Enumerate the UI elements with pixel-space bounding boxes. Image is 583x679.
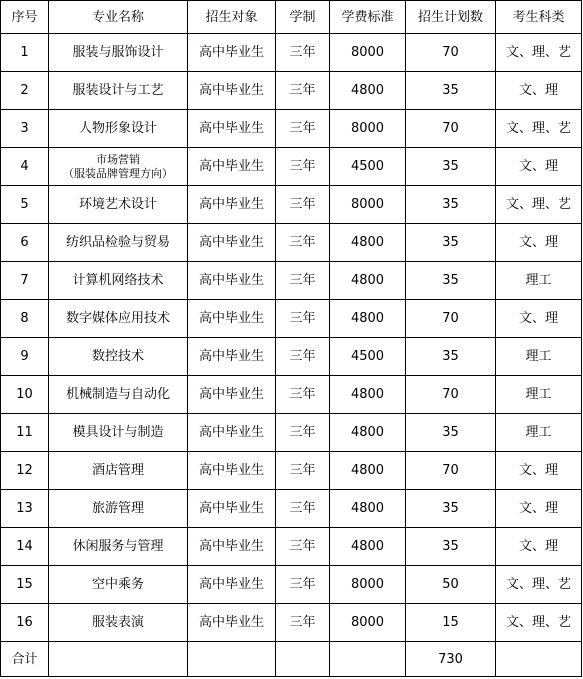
cell-subject: 理工 (496, 414, 582, 452)
cell-major: 旅游管理 (49, 490, 188, 528)
cell-major: 人物形象设计 (49, 110, 188, 148)
cell-subject: 文、理 (496, 224, 582, 262)
major-direction-line: （服装品牌管理方向） (63, 166, 173, 180)
cell-target: 高中毕业生 (188, 148, 276, 186)
cell-target: 高中毕业生 (188, 110, 276, 148)
cell-major: 服装与服饰设计 (49, 34, 188, 72)
cell-target: 高中毕业生 (188, 528, 276, 566)
table-row (1, 300, 582, 338)
cell-target: 高中毕业生 (188, 34, 276, 72)
table-row (1, 452, 582, 490)
cell-no: 7 (1, 262, 49, 300)
cell-no: 16 (1, 604, 49, 642)
cell-plan: 70 (406, 452, 496, 490)
cell-target: 高中毕业生 (188, 186, 276, 224)
cell-no: 12 (1, 452, 49, 490)
cell-target: 高中毕业生 (188, 566, 276, 604)
cell-years: 三年 (276, 72, 330, 110)
cell-target: 高中毕业生 (188, 490, 276, 528)
cell-major: 服装设计与工艺 (49, 72, 188, 110)
cell-no: 5 (1, 186, 49, 224)
cell-no: 1 (1, 34, 49, 72)
table-footer (1, 642, 582, 677)
cell-no: 11 (1, 414, 49, 452)
cell-fee: 4500 (330, 148, 406, 186)
cell-fee: 8000 (330, 566, 406, 604)
cell-subject: 文、理、艺 (496, 34, 582, 72)
total-plan: 730 (406, 642, 496, 677)
cell-years: 三年 (276, 186, 330, 224)
major-name-line: 市场营销 (96, 152, 140, 166)
cell-subject: 文、理、艺 (496, 186, 582, 224)
cell-years: 三年 (276, 224, 330, 262)
cell-fee: 4800 (330, 414, 406, 452)
total-label: 合计 (1, 642, 49, 677)
header-row (1, 1, 582, 34)
cell-years: 三年 (276, 414, 330, 452)
table-row (1, 414, 582, 452)
cell-years: 三年 (276, 376, 330, 414)
cell-no: 6 (1, 224, 49, 262)
cell-plan: 15 (406, 604, 496, 642)
cell-plan: 35 (406, 414, 496, 452)
cell-subject: 理工 (496, 376, 582, 414)
cell-plan: 70 (406, 376, 496, 414)
cell-subject: 文、理、艺 (496, 566, 582, 604)
cell-major: 纺织品检验与贸易 (49, 224, 188, 262)
cell-subject: 文、理 (496, 148, 582, 186)
cell-no: 2 (1, 72, 49, 110)
cell-plan: 35 (406, 72, 496, 110)
table-row (1, 604, 582, 642)
cell-fee: 4800 (330, 528, 406, 566)
cell-plan: 35 (406, 338, 496, 376)
cell-major: 数控技术 (49, 338, 188, 376)
table-row (1, 224, 582, 262)
cell-subject: 文、理 (496, 528, 582, 566)
cell-target: 高中毕业生 (188, 414, 276, 452)
cell-fee: 8000 (330, 186, 406, 224)
total-empty-cell (330, 642, 406, 677)
cell-subject: 文、理 (496, 300, 582, 338)
cell-major: 机械制造与自动化 (49, 376, 188, 414)
cell-years: 三年 (276, 490, 330, 528)
cell-subject: 文、理、艺 (496, 604, 582, 642)
total-empty-cell (276, 642, 330, 677)
table-body (1, 34, 582, 642)
cell-major: 服装表演 (49, 604, 188, 642)
table-row (1, 490, 582, 528)
cell-target: 高中毕业生 (188, 376, 276, 414)
cell-fee: 4500 (330, 338, 406, 376)
cell-plan: 35 (406, 186, 496, 224)
cell-major: 数字媒体应用技术 (49, 300, 188, 338)
cell-fee: 8000 (330, 110, 406, 148)
cell-major: 环境艺术设计 (49, 186, 188, 224)
cell-plan: 35 (406, 490, 496, 528)
table-header (1, 1, 582, 34)
table-row (1, 148, 582, 186)
cell-years: 三年 (276, 300, 330, 338)
table-row (1, 338, 582, 376)
header-no: 序号 (1, 1, 49, 34)
cell-plan: 35 (406, 262, 496, 300)
cell-fee: 4800 (330, 300, 406, 338)
header-fee: 学费标准 (330, 1, 406, 34)
cell-target: 高中毕业生 (188, 300, 276, 338)
cell-major: 模具设计与制造 (49, 414, 188, 452)
cell-no: 14 (1, 528, 49, 566)
cell-subject: 理工 (496, 338, 582, 376)
total-row (1, 642, 582, 677)
cell-years: 三年 (276, 452, 330, 490)
table-row (1, 528, 582, 566)
cell-years: 三年 (276, 338, 330, 376)
cell-plan: 35 (406, 148, 496, 186)
total-empty-cell (49, 642, 188, 677)
cell-fee: 4800 (330, 452, 406, 490)
cell-subject: 文、理 (496, 452, 582, 490)
cell-fee: 4800 (330, 490, 406, 528)
cell-no: 13 (1, 490, 49, 528)
table-row (1, 566, 582, 604)
cell-target: 高中毕业生 (188, 604, 276, 642)
cell-fee: 4800 (330, 262, 406, 300)
cell-subject: 理工 (496, 262, 582, 300)
cell-plan: 70 (406, 110, 496, 148)
header-major: 专业名称 (49, 1, 188, 34)
cell-target: 高中毕业生 (188, 452, 276, 490)
header-plan: 招生计划数 (406, 1, 496, 34)
cell-plan: 35 (406, 528, 496, 566)
table-row (1, 34, 582, 72)
cell-target: 高中毕业生 (188, 72, 276, 110)
cell-no: 10 (1, 376, 49, 414)
cell-fee: 4800 (330, 224, 406, 262)
header-target: 招生对象 (188, 1, 276, 34)
table-row (1, 186, 582, 224)
cell-no: 15 (1, 566, 49, 604)
cell-fee: 4800 (330, 376, 406, 414)
cell-no: 4 (1, 148, 49, 186)
cell-no: 9 (1, 338, 49, 376)
cell-years: 三年 (276, 110, 330, 148)
cell-subject: 文、理 (496, 490, 582, 528)
header-subject: 考生科类 (496, 1, 582, 34)
cell-years: 三年 (276, 148, 330, 186)
cell-fee: 4800 (330, 72, 406, 110)
cell-no: 8 (1, 300, 49, 338)
cell-subject: 文、理、艺 (496, 110, 582, 148)
table-row (1, 72, 582, 110)
header-years: 学制 (276, 1, 330, 34)
cell-subject: 文、理 (496, 72, 582, 110)
total-empty-cell (188, 642, 276, 677)
cell-target: 高中毕业生 (188, 224, 276, 262)
cell-plan: 70 (406, 300, 496, 338)
cell-major: 计算机网络技术 (49, 262, 188, 300)
cell-years: 三年 (276, 566, 330, 604)
cell-years: 三年 (276, 34, 330, 72)
cell-no: 3 (1, 110, 49, 148)
cell-years: 三年 (276, 528, 330, 566)
cell-major: 休闲服务与管理 (49, 528, 188, 566)
cell-fee: 8000 (330, 34, 406, 72)
cell-plan: 35 (406, 224, 496, 262)
table-row (1, 376, 582, 414)
cell-target: 高中毕业生 (188, 262, 276, 300)
total-empty-cell (496, 642, 582, 677)
cell-plan: 50 (406, 566, 496, 604)
cell-years: 三年 (276, 262, 330, 300)
cell-target: 高中毕业生 (188, 338, 276, 376)
table-row (1, 262, 582, 300)
cell-fee: 8000 (330, 604, 406, 642)
cell-years: 三年 (276, 604, 330, 642)
cell-major: 酒店管理 (49, 452, 188, 490)
table-row (1, 110, 582, 148)
cell-major (49, 148, 188, 186)
cell-major: 空中乘务 (49, 566, 188, 604)
cell-plan: 70 (406, 34, 496, 72)
